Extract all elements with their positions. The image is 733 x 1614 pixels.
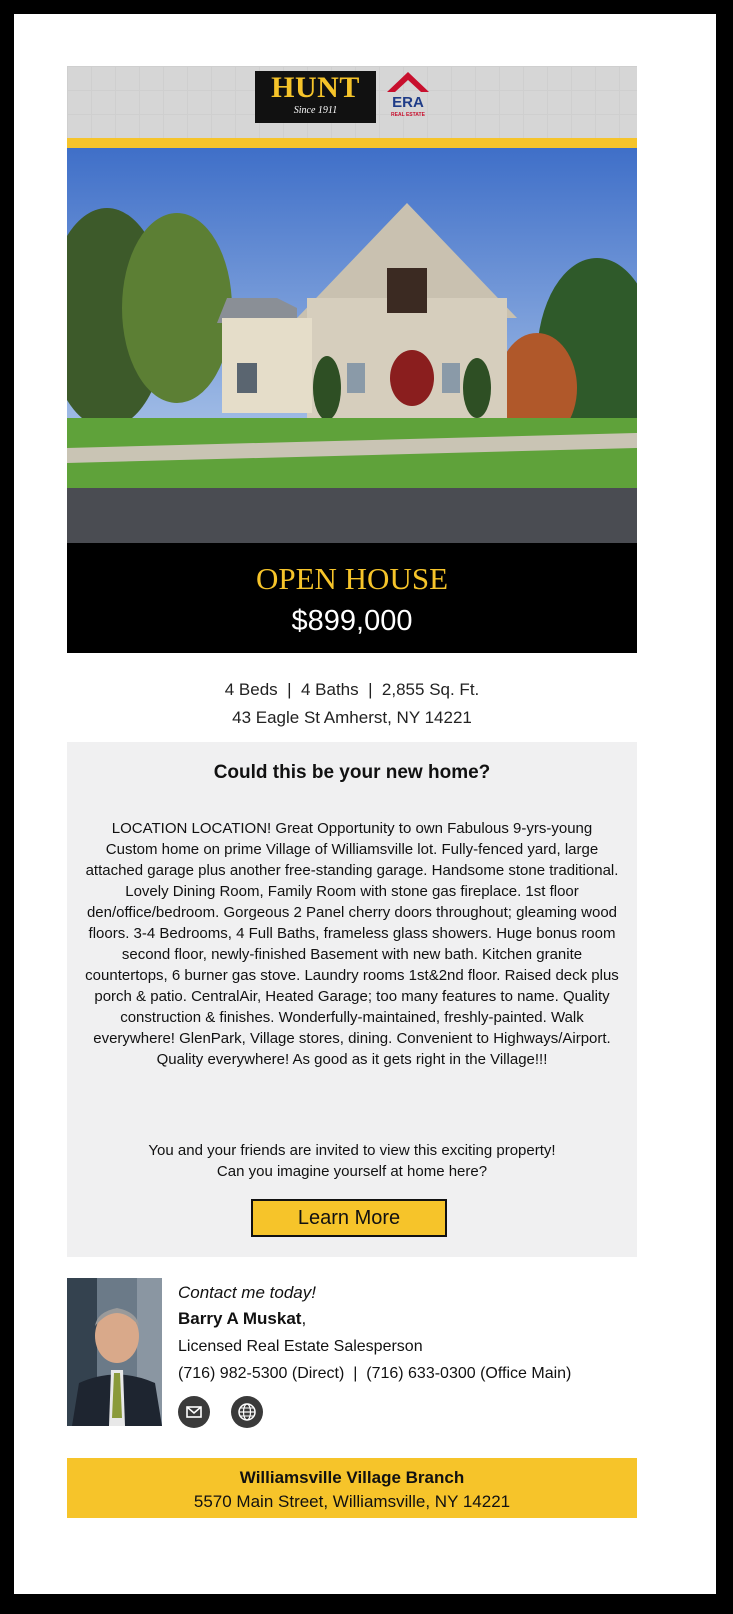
agent-photo <box>67 1278 162 1426</box>
contact-lead: Contact me today! <box>178 1283 316 1302</box>
listing-price: $899,000 <box>291 605 413 637</box>
hunt-logo-name: HUNT <box>271 71 360 104</box>
branch-address: 5570 Main Street, Williamsville, NY 14221 <box>193 1492 511 1511</box>
contact-block <box>178 1281 608 1387</box>
agent-phones[interactable]: (716) 982-5300 (Direct) | (716) 633-0300 (Office Main) <box>178 1365 572 1382</box>
invite-line-1: You and your friends are invited to view this exciting property! <box>148 1142 556 1159</box>
property-specs <box>67 676 637 732</box>
hunt-logo[interactable] <box>255 71 376 123</box>
branch-name: Williamsville Village Branch <box>239 1468 465 1487</box>
hunt-logo-since: Since 1911 <box>293 105 338 116</box>
invite-line-2: Can you imagine yourself at home here? <box>216 1163 488 1180</box>
description-card <box>67 742 637 1257</box>
invite-text <box>85 1140 619 1182</box>
banner-title: OPEN HOUSE <box>255 561 449 596</box>
agent-name-suffix: , <box>301 1309 307 1328</box>
card-heading: Could this be your new home? <box>213 762 491 783</box>
era-logo-sub: REAL ESTATE <box>391 112 425 118</box>
property-address: 43 Eagle St Amherst, NY 14221 <box>232 708 472 727</box>
agent-name: Barry A Muskat <box>178 1309 302 1328</box>
property-photo[interactable] <box>67 148 637 543</box>
email-icon[interactable] <box>178 1396 210 1428</box>
learn-more-button[interactable]: Learn More <box>251 1199 447 1237</box>
open-house-banner <box>67 543 637 653</box>
property-description: LOCATION LOCATION! Great Opportunity to own Fabulous 9-yrs-young Custom home on prime Village of Williamsville lot. Fully-fenced yard, large attached garage plus another free-standing garage. Handsome stone traditional. Lovely Dining Room, Family Room with stone gas fireplace. 1st floor den/office/bedroom. Gorgeous 2 Panel cherry doors throughout; gleaming wood floors. 3-4 Bedrooms, 4 Full Baths, frameless glass showers. Huge bonus room second floor, newly-finished Basement with new bath. Kitchen granite countertops, 6 burner gas stove. Laundry rooms 1st&2nd floor. Raised deck plus porch & patio. CentralAir, Heated Garage; too many features to name. Quality construction & finishes. Wonderfully-maintained, freshly-painted. Walk everywhere! GlenPark, Village stores, dining. Convenient to Highways/Airport. Quality everywhere! As good as it gets right in the Village!!! <box>85 820 619 1068</box>
property-features: 4 Beds | 4 Baths | 2,855 Sq. Ft. <box>224 680 480 699</box>
branch-footer <box>67 1458 637 1518</box>
house-image <box>67 148 637 543</box>
header-accent-bar <box>67 138 637 148</box>
agent-name-line <box>178 1305 608 1333</box>
era-roof-icon <box>385 70 431 96</box>
agent-title: Licensed Real Estate Salesperson <box>178 1338 423 1355</box>
agent-portrait <box>67 1278 162 1426</box>
era-logo[interactable] <box>385 70 431 124</box>
era-logo-name: ERA <box>392 94 424 111</box>
brand-header <box>67 66 637 138</box>
globe-icon[interactable] <box>231 1396 263 1428</box>
